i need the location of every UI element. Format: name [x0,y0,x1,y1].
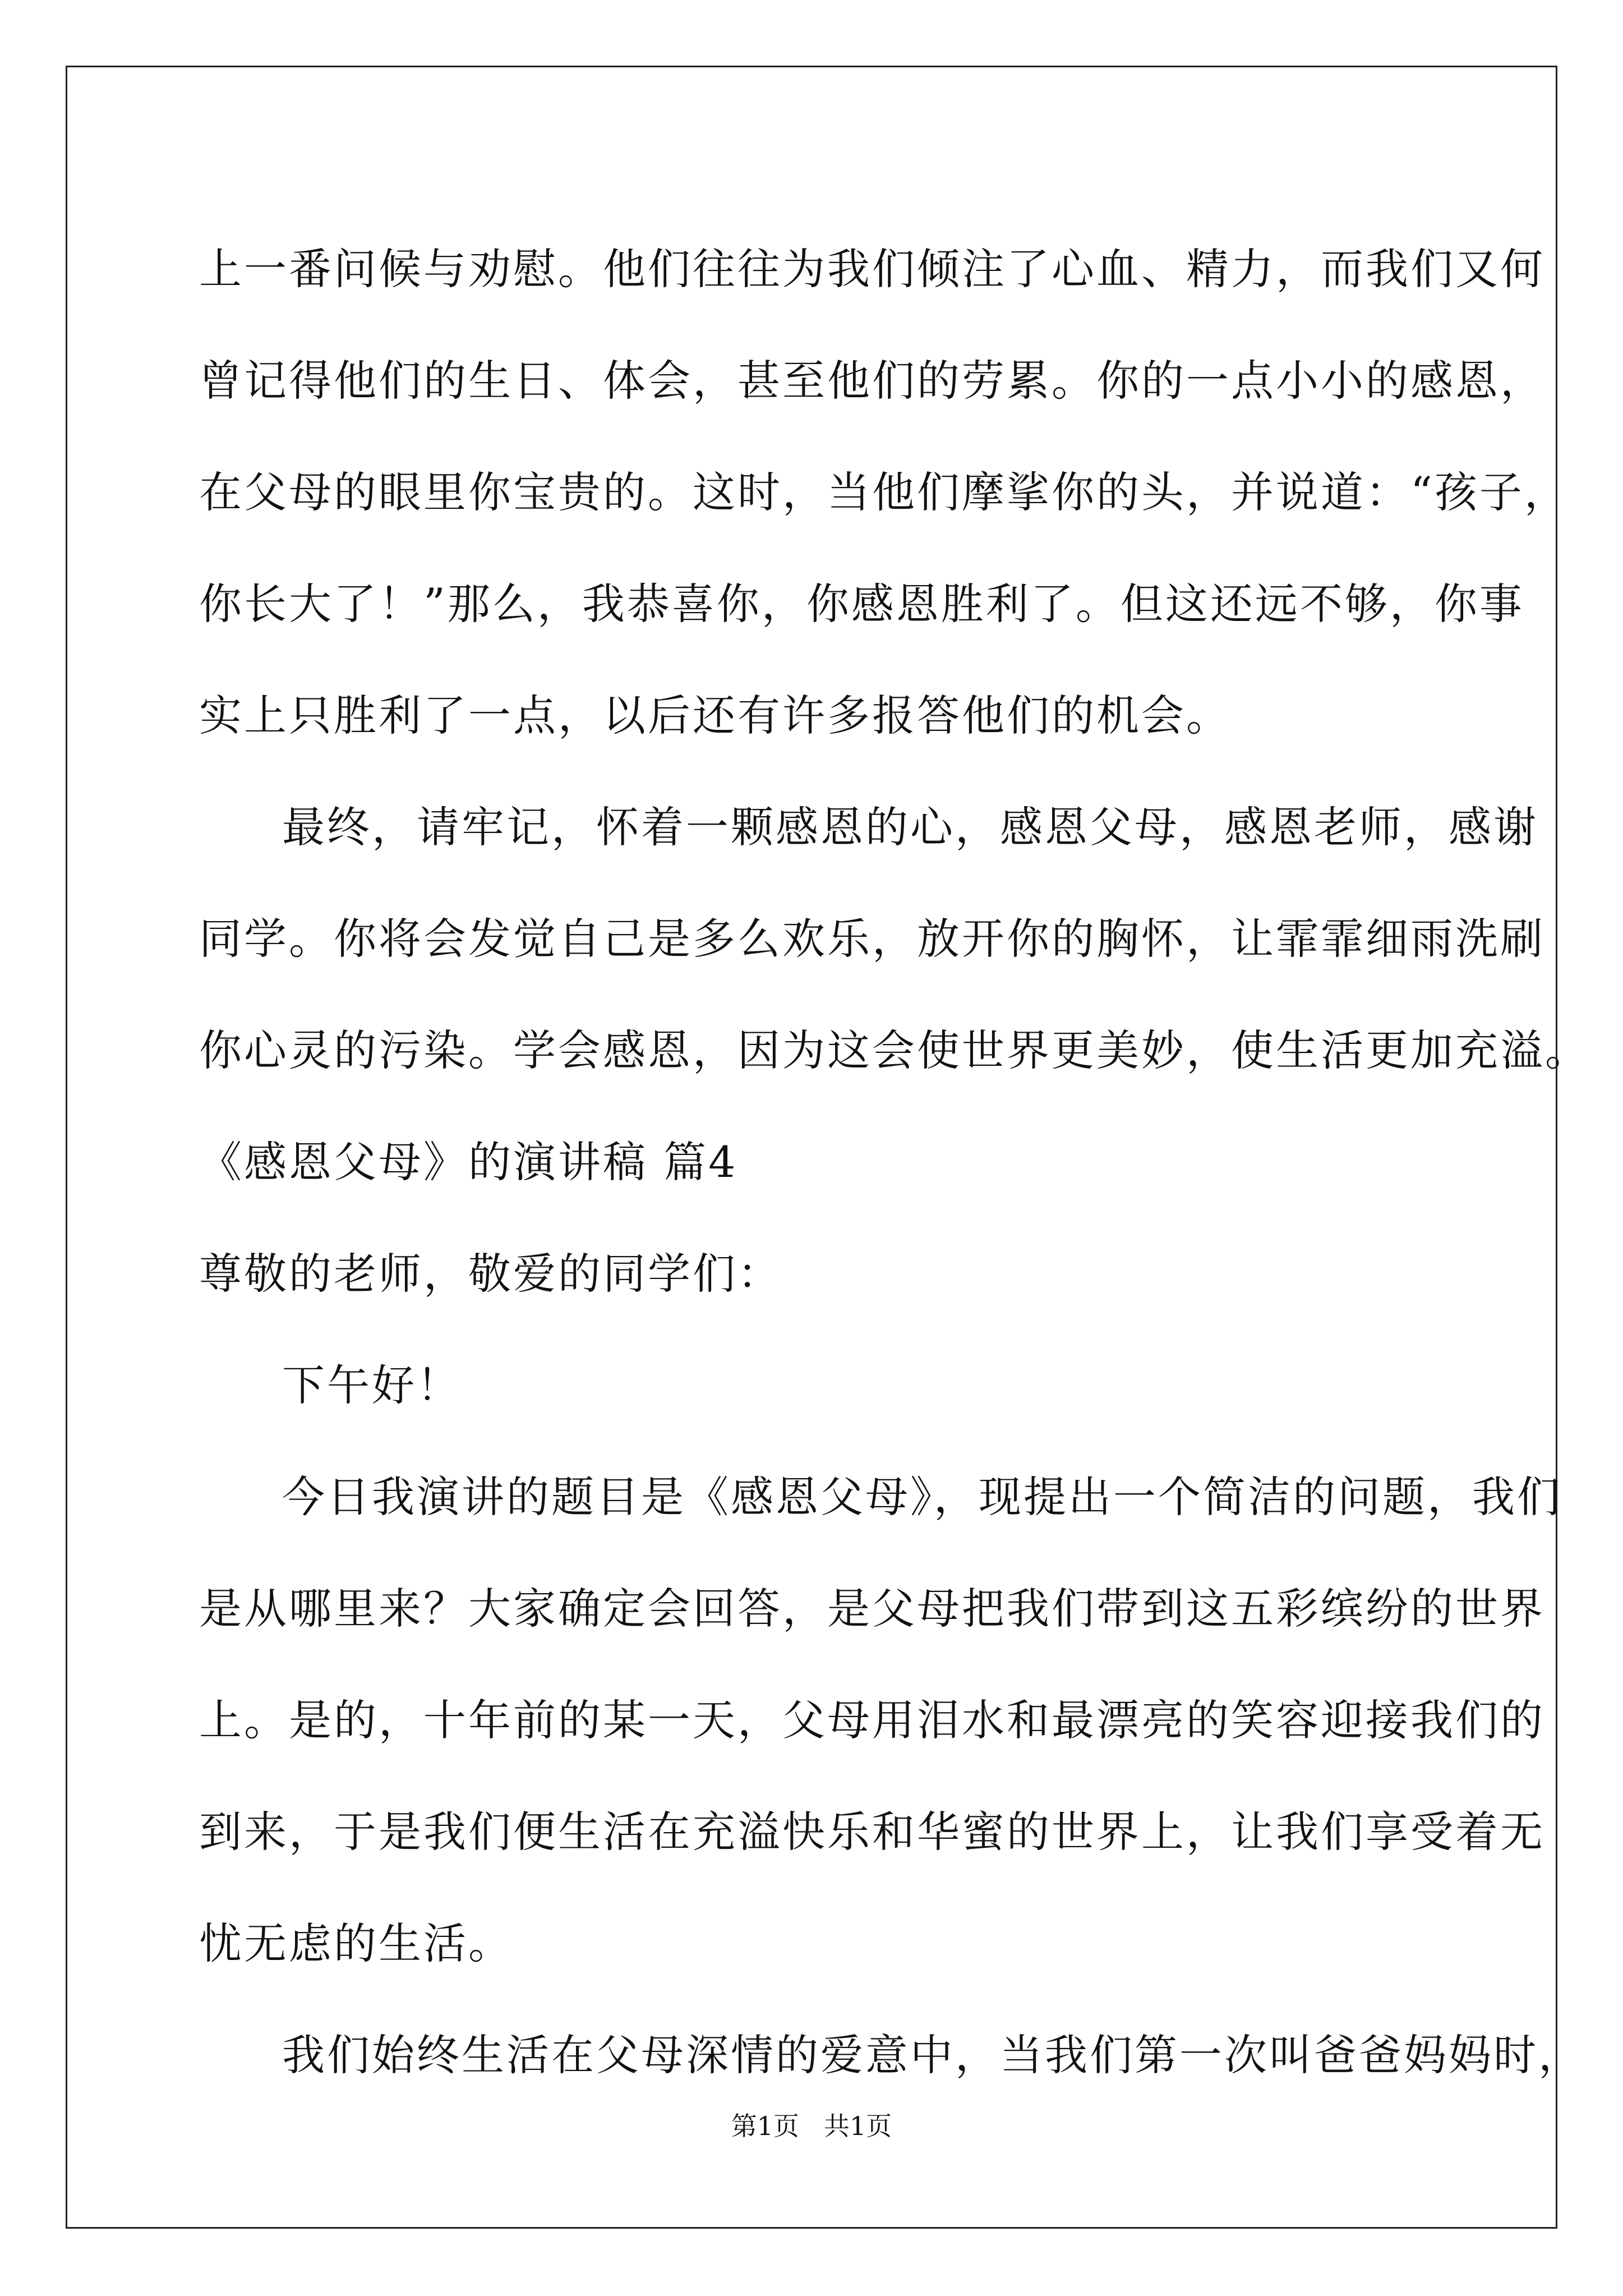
text-line: 忧无虑的生活。 [199,1918,513,1968]
salutation: 尊敬的老师，敬爱的同学们： [199,1249,782,1299]
paragraph-start-line: 今日我演讲的题目是《感恩父母》，现提出一个简洁的问题，我们 [282,1472,1562,1522]
total-pages: 共1页 [824,2111,892,2141]
text-line: 在父母的眼里你宝贵的。这时，当他们摩挲你的头，并说道：“孩子， [199,467,1569,517]
text-line: 曾记得他们的生日、体会，甚至他们的劳累。你的一点小小的感恩， [199,356,1545,406]
text-line: 是从哪里来？大家确定会回答，是父母把我们带到这五彩缤纷的世界 [199,1584,1545,1634]
text-line: 你心灵的污染。学会感恩，因为这会使世界更美妙，使生活更加充溢。 [199,1025,1590,1075]
paragraph-start-line: 我们始终生活在父母深情的爱意中，当我们第一次叫爸爸妈妈时， [282,2030,1583,2080]
text-line: 同学。你将会发觉自己是多么欢乐，放开你的胸怀，让霏霏细雨洗刷 [199,914,1545,964]
text-line: 实上只胜利了一点，以后还有许多报答他们的机会。 [199,691,1231,740]
text-line: 上。是的，十年前的某一天，父母用泪水和最漂亮的笑容迎接我们的 [199,1695,1545,1745]
text-line: 你长大了！”那么，我恭喜你，你感恩胜利了。但这还远不够，你事 [199,579,1524,629]
paragraph-start-line: 最终，请牢记，怀着一颗感恩的心，感恩父母，感恩老师，感谢 [282,802,1538,852]
page-footer [0,2109,1623,2143]
page-number: 第1页 [731,2111,799,2141]
text-line: 上一番问候与劝慰。他们往往为我们倾注了心血、精力，而我们又何 [199,244,1545,294]
section-heading: 《感恩父母》的演讲稿 篇4 [199,1137,738,1187]
document-body [199,213,1590,2111]
text-line: 到来，于是我们便生活在充溢快乐和华蜜的世界上，让我们享受着无 [199,1807,1545,1857]
greeting: 下午好！ [282,1360,462,1410]
